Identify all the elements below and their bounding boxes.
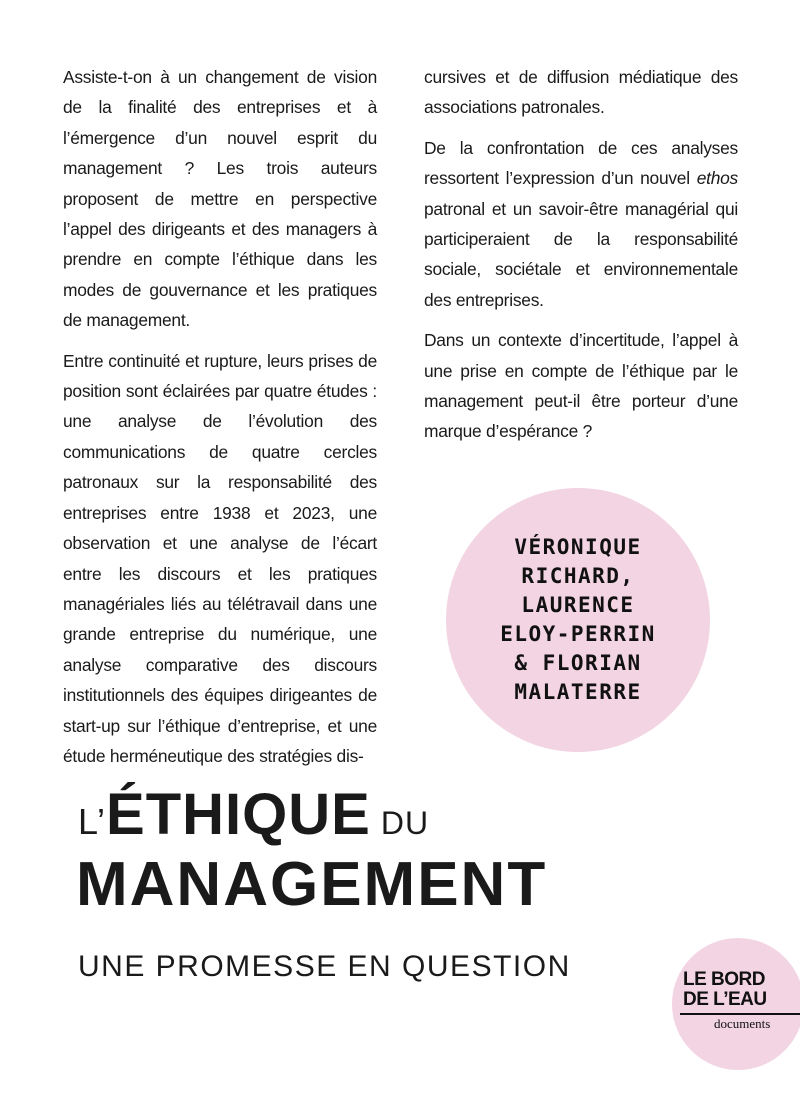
title-line-1 xyxy=(78,782,571,847)
paragraph-4-start: De la confrontation de ces analyses ressortent l’expression d’un nouvel xyxy=(424,137,738,189)
title-line-2: MANAGEMENT xyxy=(76,850,548,919)
authors-circle xyxy=(446,488,710,752)
title-prefix: L’ xyxy=(78,801,107,842)
summary-paragraph-3: cursives et de diffusion médiatique des associations patronales. xyxy=(424,67,738,118)
author-line: MALATERRE xyxy=(514,680,642,704)
author-line: RICHARD, xyxy=(521,564,635,588)
back-cover-text-left xyxy=(63,62,377,781)
title-main: ÉTHIQUE xyxy=(106,782,371,847)
summary-paragraph-2: Entre continuité et rupture, leurs prises de position sont éclairées par quatre études : une analyse de l’évolution des communications de quatre cercles patronaux sur la responsabilité des entreprises entre 1938 et 2023, une observation et une analyse de l’écart entre les discours et les pratiques managériales liés au télétravail dans une grande entreprise du numérique, une analyse comparative des discours institutionnels des équipes dirigeantes de start-up sur l’éthique d’entreprise, et une étude herméneutique des stratégies dis- xyxy=(63,350,377,766)
publisher-collection: documents xyxy=(714,1016,771,1031)
author-line: LAURENCE xyxy=(521,593,635,617)
back-cover-text-right xyxy=(424,62,738,457)
author-line: ELOY-PERRIN xyxy=(500,622,656,646)
paragraph-4-end: patronal et un savoir-être managérial qui participeraient de la responsabilité sociale, sociétale et environnementale des entreprises. xyxy=(424,198,738,310)
publisher-divider xyxy=(680,1013,800,1015)
publisher-name xyxy=(683,970,767,1010)
ethos-word: ethos xyxy=(696,168,738,189)
summary-paragraph-5: Dans un contexte d’incertitude, l’appel à une prise en compte de l’éthique par le management peut-il être porteur d’une marque d’espérance ? xyxy=(424,330,738,442)
publisher-name-line-2: DE L’EAU xyxy=(683,989,767,1010)
author-line: VÉRONIQUE xyxy=(514,535,642,559)
subtitle: UNE PROMESSE EN QUESTION xyxy=(78,950,571,983)
publisher-logo xyxy=(672,938,800,1070)
publisher-name-line-1: LE BORD xyxy=(683,969,765,990)
author-line: & FLORIAN xyxy=(514,651,642,675)
title-connector: DU xyxy=(380,805,430,841)
summary-paragraph-4 xyxy=(424,133,738,315)
summary-paragraph-1: Assiste-t-on à un changement de vision de la finalité des entreprises et à l’émergence d’un nouvel esprit du management ? Les trois auteurs proposent de mettre en perspective l’appel des dirigeants et des managers à prendre en compte l’éthique dans les modes de gouvernance et les pratiques de management. xyxy=(63,67,377,331)
book-title xyxy=(76,782,571,983)
